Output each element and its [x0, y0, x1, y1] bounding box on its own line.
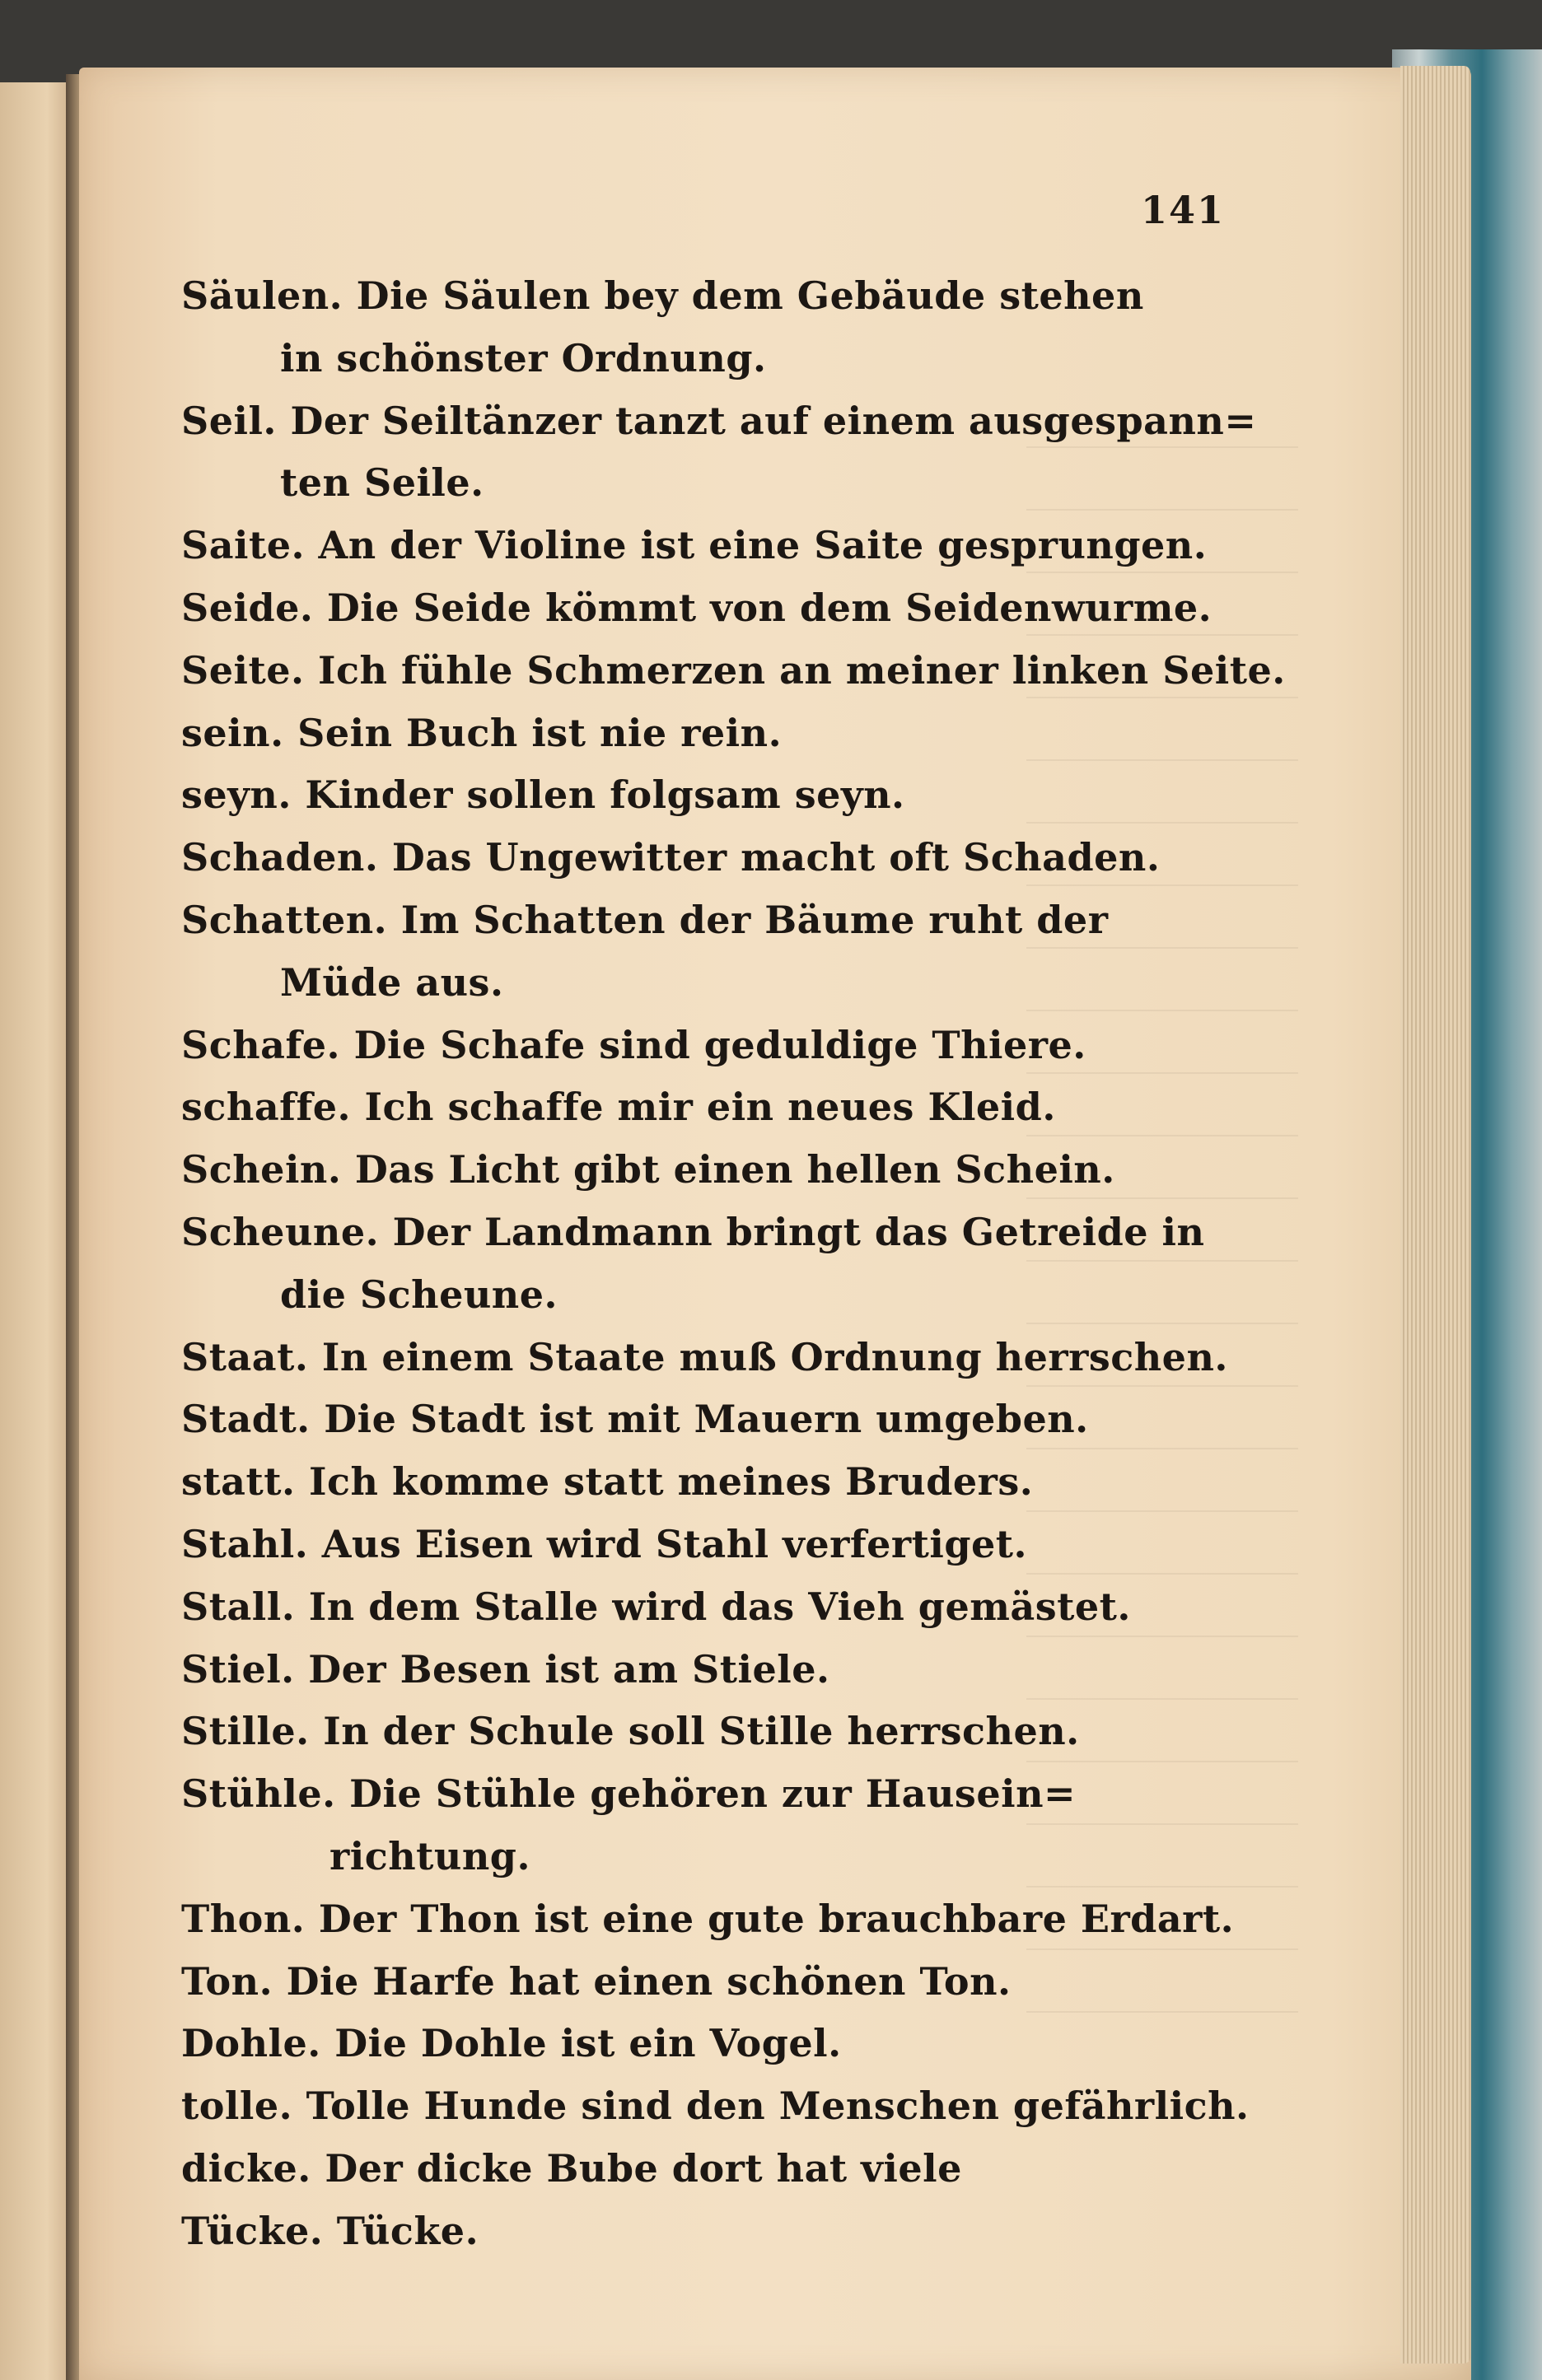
text-line: Seil. Der Seiltänzer tanzt auf einem ausgespann=	[181, 398, 1257, 443]
text-line: Saite. An der Violine ist eine Saite gesprungen.	[181, 523, 1208, 568]
text-line: dicke. Der dicke Bube dort hat viele	[181, 2145, 962, 2191]
text-line: Scheune. Der Landmann bringt das Getreide in	[181, 1209, 1205, 1254]
text-line: Thon. Der Thon ist eine gute brauchbare Erdart.	[181, 1896, 1235, 1941]
text-line: seyn. Kinder sollen folgsam seyn.	[181, 772, 905, 818]
text-line: Tücke. Tücke.	[181, 2208, 479, 2253]
text-line: Stahl. Aus Eisen wird Stahl verfertiget.	[181, 1521, 1028, 1566]
text-line: Säulen. Die Säulen bey dem Gebäude stehen	[181, 273, 1144, 318]
text-line: Ton. Die Harfe hat einen schönen Ton.	[181, 1958, 1012, 2004]
text-line: Stühle. Die Stühle gehören zur Hausein=	[181, 1771, 1077, 1817]
text-line: Müde aus.	[280, 959, 504, 1005]
text-line: Dohle. Die Dohle ist ein Vogel.	[181, 2021, 842, 2066]
text-line: Stadt. Die Stadt ist mit Mauern umgeben.	[181, 1397, 1089, 1442]
text-line: statt. Ich komme statt meines Bruders.	[181, 1459, 1034, 1505]
text-line: Stall. In dem Stalle wird das Vieh gemästet.	[181, 1584, 1131, 1629]
text-line: Schein. Das Licht gibt einen hellen Schein.	[181, 1147, 1115, 1192]
text-line: Staat. In einem Staate muß Ordnung herrschen.	[181, 1334, 1228, 1379]
page-number: 141	[1141, 188, 1226, 232]
text-line: tolle. Tolle Hunde sind den Menschen gefährlich.	[181, 2084, 1250, 2129]
text-line: ten Seile.	[280, 460, 484, 506]
text-line: richtung.	[329, 1833, 530, 1878]
text-line: Schatten. Im Schatten der Bäume ruht der	[181, 897, 1109, 942]
text-line: sein. Sein Buch ist nie rein.	[181, 710, 783, 755]
text-line: Stiel. Der Besen ist am Stiele.	[181, 1646, 830, 1692]
page-stack-edges	[1400, 66, 1470, 2364]
text-line: Seite. Ich fühle Schmerzen an meiner linken Seite.	[181, 647, 1286, 693]
text-line: Schafe. Die Schafe sind geduldige Thiere.	[181, 1022, 1086, 1067]
text-line: schaffe. Ich schaffe mir ein neues Kleid.	[181, 1085, 1056, 1130]
text-line: Stille. In der Schule soll Stille herrschen.	[181, 1709, 1080, 1754]
text-line: Schaden. Das Ungewitter macht oft Schaden.	[181, 835, 1161, 880]
text-line: Seide. Die Seide kömmt von dem Seidenwurme.	[181, 585, 1213, 630]
text-block	[181, 265, 1286, 2263]
text-line: die Scheune.	[280, 1272, 558, 1317]
text-line: in schönster Ordnung.	[280, 335, 767, 380]
